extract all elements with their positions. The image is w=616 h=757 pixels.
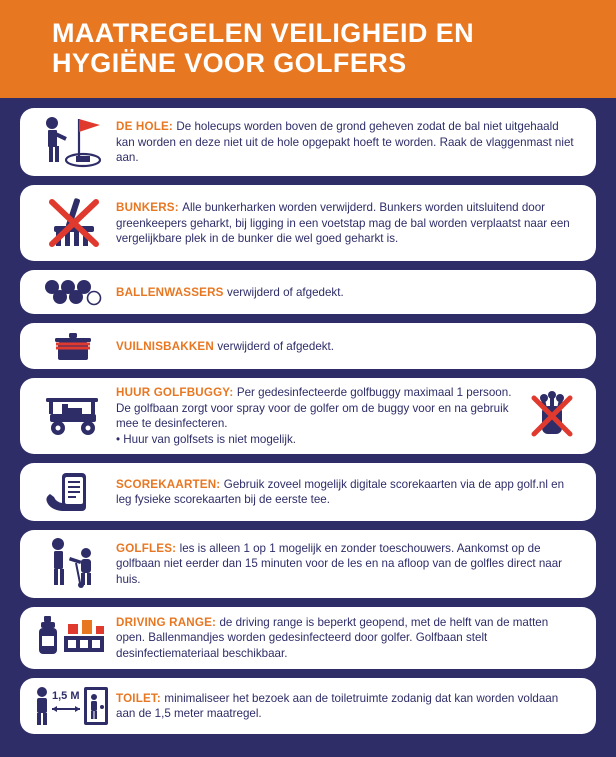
list-item	[20, 270, 596, 314]
list-item-text	[116, 200, 582, 246]
trash-bin-icon	[30, 330, 116, 362]
list-item-body: verwijderd of afgedekt.	[217, 339, 335, 353]
list-item-body: De holecups worden boven de grond geheven zodat de bal niet uitgehaald kan worden en deze niet uit de hole opgepakt hoeft te worden. Raak de vlaggenmast niet aan.	[116, 120, 574, 165]
list-item-text	[116, 477, 582, 508]
golf-bag-crossed-icon	[522, 390, 582, 442]
list-item-text	[116, 691, 582, 722]
list-item-text	[116, 339, 582, 354]
list-item-text	[116, 285, 582, 300]
measures-list	[0, 98, 616, 757]
list-item-body: Alle bunkerharken worden verwijderd. Bunkers worden uitsluitend door greenkeepers geharkt, bij ligging in een voetstap mag de bal worden verplaatst naar een vergelijkbare plek in de bunker die wel goed geharkt is.	[116, 201, 570, 246]
list-item-title: SCOREKAARTEN:	[116, 477, 224, 491]
list-item	[20, 108, 596, 176]
list-item-text	[116, 385, 522, 447]
list-item-body: de driving range is beperkt geopend, met de helft van de matten open. Ballenmandjes worden gedesinfecteerd door golfer. Golfbaan stelt desinfectiemateriaal beschikbaar.	[116, 615, 549, 660]
golf-lesson-icon	[30, 537, 116, 591]
list-item-text	[116, 541, 582, 587]
golf-buggy-icon	[30, 390, 116, 442]
list-item	[20, 323, 596, 369]
list-item-title: DE HOLE:	[116, 120, 177, 134]
list-item-bullet: • Huur van golfsets is niet mogelijk.	[116, 432, 296, 446]
list-item-body: Gebruik zoveel mogelijk digitale scorekaarten via de app golf.nl en leg fysieke scorekaarten bij de eerste tee.	[116, 477, 565, 507]
bunker-rake-crossed-icon	[30, 192, 116, 254]
list-item-body: Per gedesinfecteerde golfbuggy maximaal 1 persoon. De golfbaan zorgt voor spray voor de golfer om de buggy voor en na gebruik mee te desinfecteren.	[116, 386, 512, 431]
distance-label: 1,5 M	[52, 690, 80, 703]
list-item	[20, 530, 596, 598]
list-item-title: GOLFLES:	[116, 541, 180, 555]
list-item	[20, 607, 596, 669]
smartphone-hand-icon	[30, 470, 116, 514]
golf-balls-icon	[30, 277, 116, 307]
list-item-text	[116, 615, 582, 661]
list-item-text	[116, 119, 582, 165]
page-title: MAATREGELEN VEILIGHEID EN HYGIËNE VOOR GOLFERS	[52, 18, 475, 79]
list-item-title: HUUR GOLFBUGGY:	[116, 386, 237, 400]
list-item-body: minimaliseer het bezoek aan de toiletruimte zodanig dat kan worden voldaan aan de 1,5 meter maatregel.	[116, 691, 559, 721]
list-item-title: TOILET:	[116, 691, 165, 705]
list-item-body: les is alleen 1 op 1 mogelijk en zonder toeschouwers. Aankomst op de golfbaan niet eerder dan 15 minuten voor de les en na afloop van de golfles direct naar huis.	[116, 541, 563, 586]
list-item	[20, 185, 596, 261]
list-item-body: verwijderd of afgedekt.	[227, 285, 344, 299]
toilet-distance-icon	[30, 685, 116, 727]
list-item	[20, 678, 596, 734]
sanitizer-driving-range-icon	[30, 614, 116, 662]
list-item-title: BALLENWASSERS	[116, 285, 228, 299]
list-item-title: BUNKERS:	[116, 201, 183, 215]
list-item-title: VUILNISBAKKEN	[116, 339, 218, 353]
golfer-flag-hole-icon	[30, 115, 116, 169]
list-item-title: DRIVING RANGE:	[116, 615, 220, 629]
list-item	[20, 463, 596, 521]
poster-header	[0, 0, 616, 98]
list-item	[20, 378, 596, 454]
